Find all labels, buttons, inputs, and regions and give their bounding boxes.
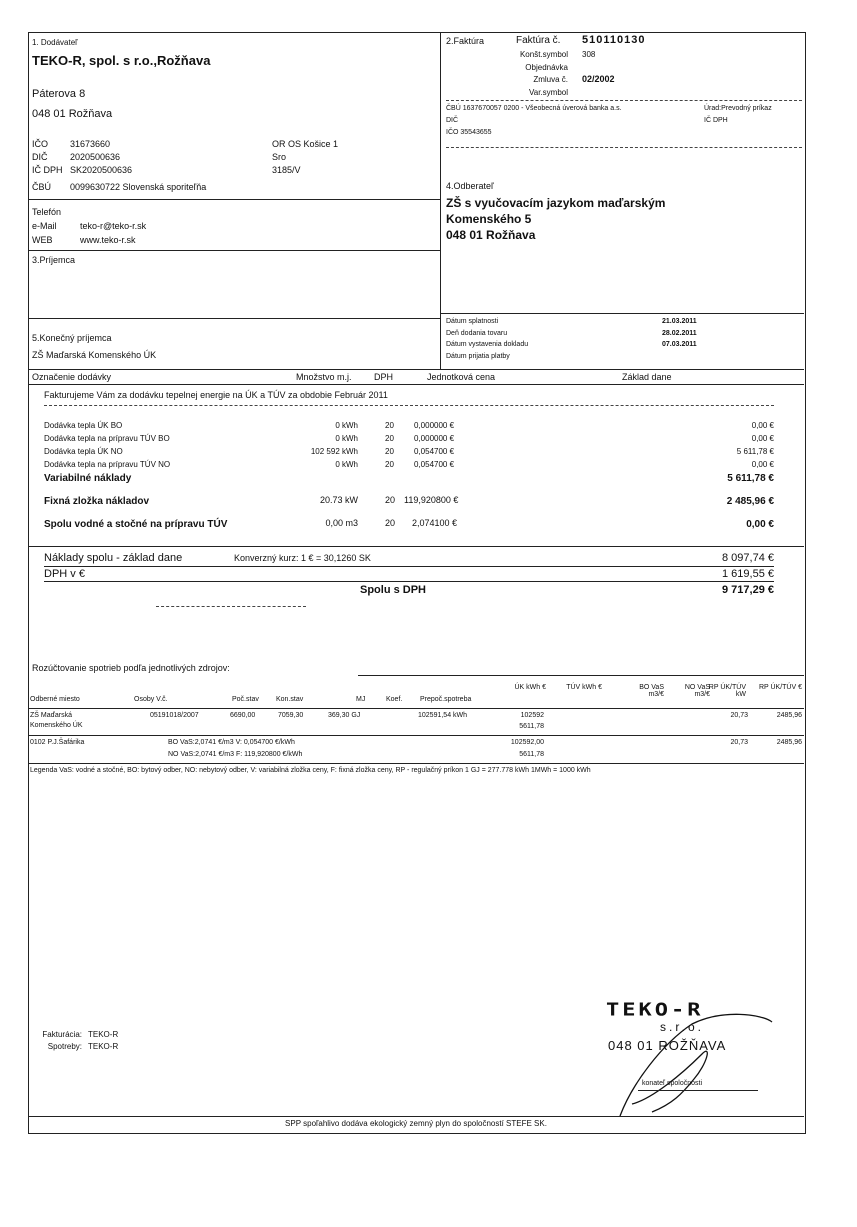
date-label: Dátum prijatia platby (446, 352, 510, 360)
item-tax-base: 0,00 € (751, 434, 774, 443)
divider (44, 566, 774, 567)
breakdown-column-header: TÚV kWh € (566, 684, 602, 691)
breakdown-rp-eur: 2485,96 (776, 712, 802, 719)
breakdown-no-prices: NO VaS:2,0741 €/m3 F: 119,920800 €/kWh (168, 751, 303, 758)
breakdown-mj: 369,30 GJ (328, 712, 361, 719)
supplier-name: TEKO-R, spol. s r.o.,Rožňava (32, 53, 211, 68)
customer-section-label: 4.Odberateľ (446, 181, 494, 191)
invoice-ico-line: IČO 35543655 (446, 129, 492, 136)
water-costs-qty: 0,00 m3 (325, 518, 358, 528)
breakdown-place-1: ZŠ Maďarská (30, 712, 73, 719)
breakdown-start: 6690,00 (230, 712, 256, 719)
signature-icon (612, 1004, 782, 1122)
vat-value: 1 619,55 € (722, 568, 774, 580)
breakdown-recalc: 102591,54 kWh (418, 712, 468, 719)
item-name: Dodávka tepla na prípravu TÚV NO (44, 460, 171, 469)
konst-symbol: 308 (582, 50, 596, 59)
payment-icdph-label: IČ DPH (704, 117, 728, 124)
invoice-frame (28, 32, 806, 1134)
divider (28, 763, 804, 764)
divider (446, 100, 802, 101)
customer-name: ZŠ s vyučovacím jazykom maďarským (446, 196, 666, 210)
item-quantity: 0 kWh (335, 434, 358, 443)
breakdown-column-header: NO VaS m3/€ (684, 684, 710, 698)
breakdown-column-header: Osoby V.č. (134, 696, 168, 703)
fixed-costs-qty: 20.73 kW (319, 495, 358, 505)
breakdown-place-code: 0102 P.J.Šafárika (30, 739, 85, 746)
item-name: Dodávka tepla ÚK NO (44, 447, 123, 456)
supplier-court-number: 3185/V (272, 165, 301, 175)
supplier-icdph-label: IČ DPH (32, 165, 63, 175)
column-divider (440, 32, 441, 369)
var-symbol-label: Var.symbol (529, 88, 568, 97)
fixed-costs-value: 2 485,96 € (726, 496, 774, 507)
customer-street: Komenského 5 (446, 212, 532, 226)
water-costs-vat: 20 (385, 518, 396, 528)
grand-total-value: 9 717,29 € (722, 584, 774, 596)
divider (28, 1116, 804, 1117)
stamp-signature-caption: konateľ spoločnosti (642, 1080, 703, 1087)
breakdown-column-header: ÚK kWh € (514, 684, 546, 691)
item-unit-price: 0,000000 € (414, 421, 455, 430)
supplier-cbu: 0099630722 Slovenská sporiteľňa (70, 182, 207, 192)
divider (156, 606, 306, 607)
breakdown-place-2: Komenského ÚK (30, 722, 83, 729)
supplier-email: teko-r@teko-r.sk (80, 221, 147, 231)
date-value: 28.02.2011 (662, 329, 697, 337)
divider (28, 199, 440, 200)
date-value: 21.03.2011 (662, 318, 697, 325)
divider (28, 546, 804, 547)
breakdown-column-header: BO VaS m3/€ (639, 684, 664, 698)
item-quantity: 0 kWh (335, 460, 358, 469)
supplier-ico-label: IČO (32, 139, 49, 149)
item-quantity: 0 kWh (335, 421, 358, 430)
supplier-ico: 31673660 (70, 139, 111, 149)
supplier-court-type: Sro (272, 152, 287, 162)
header-designation: Označenie dodávky (32, 372, 112, 382)
final-recipient-name: ZŠ Maďarská Komenského ÚK (32, 350, 157, 360)
breakdown-bo-prices: BO VaS:2,0741 €/m3 V: 0,054700 €/kWh (168, 739, 295, 746)
order-label: Objednávka (525, 63, 568, 72)
divider (358, 675, 804, 676)
breakdown-total-kwh: 102592,00 (510, 739, 544, 746)
breakdown-total-eur: 5611,78 (519, 751, 544, 758)
variable-costs-label: Variabilné náklady (44, 473, 132, 484)
header-tax-base: Základ dane (622, 372, 672, 382)
item-name: Dodávka tepla ÚK BO (44, 421, 123, 430)
invoice-dic-label: DIČ (446, 117, 459, 124)
contract-label: Zmluva č. (533, 75, 568, 84)
stamp-address: 048 01 ROŽŇAVA (608, 1038, 727, 1053)
divider (28, 369, 804, 370)
date-value: 07.03.2011 (662, 341, 697, 348)
customer-city: 048 01 Rožňava (446, 228, 536, 242)
item-vat: 20 (385, 434, 394, 443)
breakdown-meter: 05191018/2007 (150, 712, 199, 719)
breakdown-column-header: Kon.stav (276, 696, 304, 703)
footer-bottom-note: SPP spoľahlivo dodáva ekologický zemný plyn do spoločností STEFE SK. (285, 1119, 547, 1128)
payment-office: Úrad:Prevodný príkaz (704, 105, 772, 112)
divider (440, 313, 804, 314)
supplier-web: www.teko-r.sk (80, 235, 136, 245)
fixed-costs-price: 119,920800 € (404, 495, 459, 505)
divider (28, 384, 804, 385)
total-base-value: 8 097,74 € (722, 552, 774, 564)
header-vat: DPH (374, 372, 394, 382)
breakdown-title: Rozúčtovanie spotrieb podľa jednotlivých zdrojov: (32, 663, 230, 673)
item-tax-base: 0,00 € (751, 421, 774, 430)
usage-by-label: Spotreby: (47, 1042, 82, 1051)
variable-costs-value: 5 611,78 € (727, 473, 774, 484)
header-unit-price: Jednotková cena (427, 372, 496, 382)
breakdown-rp-kw: 20,73 (730, 712, 748, 719)
item-vat: 20 (385, 421, 394, 430)
date-label: Dátum splatnosti (446, 318, 499, 325)
konst-symbol-label: Konšt.symbol (519, 50, 568, 59)
recipient-section-label: 3.Príjemca (32, 255, 76, 265)
supplier-court: OR OS Košice 1 (272, 139, 339, 149)
divider (44, 405, 774, 406)
invoice-number-label: Faktúra č. (516, 35, 561, 46)
item-vat: 20 (385, 447, 394, 456)
breakdown-legend: Legenda VaS: vodné a stočné, BO: bytový odber, NO: nebytový odber, V: variabilná zložka ceny, F: fixná zložka ceny, RP - regulačný príkon 1 GJ = 277.778 kWh 1MWh = 1000 kWh (30, 767, 591, 774)
breakdown-column-header: Koef. (386, 696, 403, 703)
fixed-costs-vat: 20 (385, 495, 396, 505)
breakdown-column-header: Prepoč.spotreba (420, 696, 472, 703)
total-base-label: Náklady spolu - základ dane (44, 552, 183, 564)
vat-label: DPH v € (44, 568, 85, 580)
supplier-cbu-label: ČBÚ (32, 182, 52, 192)
divider (446, 147, 802, 148)
breakdown-end: 7059,30 (278, 712, 304, 719)
breakdown-column-header: MJ (356, 696, 366, 703)
item-unit-price: 0,054700 € (414, 460, 455, 469)
divider (638, 1090, 758, 1091)
invoice-bank-line: ČBÚ 1637670057 0200 - Všeobecná úverová banka a.s. (446, 105, 622, 112)
conversion-rate: Konverzný kurz: 1 € = 30,1260 SK (234, 553, 371, 563)
water-costs-price: 2,074100 € (412, 518, 458, 528)
usage-by: TEKO-R (88, 1042, 119, 1051)
supplier-section-label: 1. Dodávateľ (32, 38, 78, 47)
supplier-street: Páterova 8 (32, 88, 86, 100)
supplier-phone-label: Telefón (32, 207, 62, 217)
divider (28, 318, 440, 319)
header-quantity: Množstvo m.j. (296, 372, 352, 382)
water-costs-label: Spolu vodné a stočné na prípravu TÚV (44, 519, 228, 530)
contract-number: 02/2002 (582, 74, 615, 84)
item-tax-base: 5 611,78 € (736, 447, 774, 456)
breakdown-total-rp-kw: 20,73 (730, 739, 748, 746)
date-label: Dátum vystavenia dokladu (446, 341, 529, 348)
divider (28, 708, 804, 709)
fixed-costs-label: Fixná zložka nákladov (44, 496, 150, 507)
breakdown-uk-kwh: 102592 (520, 712, 544, 719)
invoiced-by-label: Fakturácia: (42, 1030, 82, 1039)
supplier-icdph: SK2020500636 (70, 165, 133, 175)
supplier-city: 048 01 Rožňava (32, 108, 113, 120)
item-name: Dodávka tepla na prípravu TÚV BO (44, 434, 170, 443)
supplier-dic: 2020500636 (70, 152, 121, 162)
breakdown-column-header: Odberné miesto (30, 696, 80, 703)
stamp-company: TEKO-R (606, 1000, 704, 1021)
item-unit-price: 0,000000 € (414, 434, 455, 443)
breakdown-column-header: Poč.stav (232, 696, 259, 703)
invoiced-by: TEKO-R (88, 1030, 119, 1039)
item-quantity: 102 592 kWh (310, 447, 358, 456)
supplier-dic-label: DIČ (32, 152, 48, 162)
item-vat: 20 (385, 460, 394, 469)
item-unit-price: 0,054700 € (414, 447, 455, 456)
supplier-email-label: e-Mail (32, 221, 57, 231)
breakdown-uk-eur: 5611,78 (519, 723, 544, 730)
supplier-web-label: WEB (32, 235, 53, 245)
invoice-section-label: 2.Faktúra (446, 36, 485, 46)
grand-total-label: Spolu s DPH (360, 584, 427, 596)
divider (28, 735, 804, 736)
invoice-number: 510110130 (582, 34, 646, 46)
divider (28, 250, 440, 251)
date-label: Deň dodania tovaru (446, 329, 508, 337)
water-costs-value: 0,00 € (746, 519, 774, 530)
item-tax-base: 0,00 € (751, 460, 774, 469)
invoice-intro: Fakturujeme Vám za dodávku tepelnej energie na ÚK a TÚV za obdobie Február 2011 (44, 390, 388, 400)
stamp-legal-form: s.r.o. (660, 1020, 705, 1034)
breakdown-column-header: RP ÚK/TÚV € (758, 684, 802, 691)
breakdown-column-header: RP ÚK/TÚV kW (708, 684, 746, 698)
final-recipient-label: 5.Konečný príjemca (32, 333, 112, 343)
divider (44, 581, 774, 582)
breakdown-total-rp-eur: 2485,96 (776, 739, 802, 746)
